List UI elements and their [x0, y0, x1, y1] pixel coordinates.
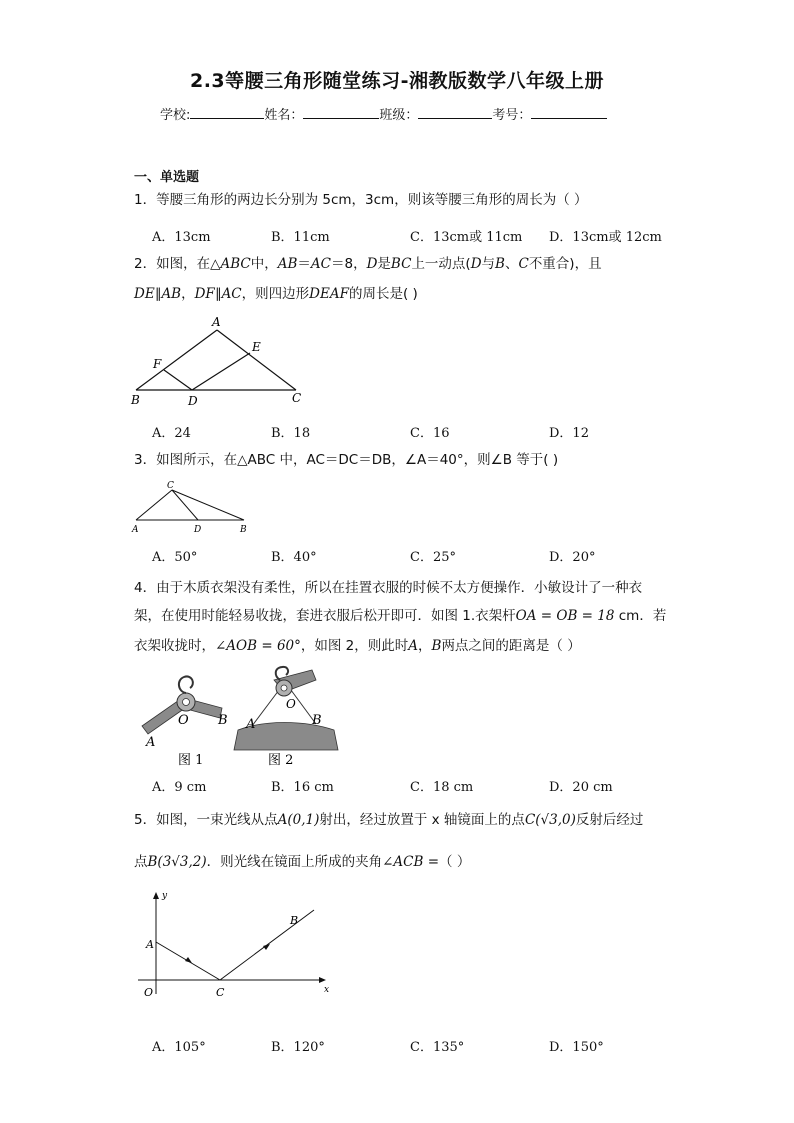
q3-label-b: B [240, 525, 247, 535]
q2-option-d[interactable]: D．12 [549, 426, 589, 441]
q4-fig2-label-a: A [246, 717, 256, 732]
q2-label-e: E [252, 340, 261, 354]
q1-option-c[interactable]: C．13cm或 11cm [410, 230, 523, 245]
q4-figures [134, 664, 349, 770]
q5-label-x: x [324, 985, 330, 995]
q4-fig2-caption: 图 2 [268, 753, 294, 768]
q5-option-d[interactable]: D．150° [549, 1040, 604, 1055]
q2-label-a: A [212, 315, 221, 329]
q5-option-a[interactable]: A．105° [152, 1040, 206, 1055]
q2-stem-line2: DE∥AB，DF∥AC，则四边形DEAF的周长是( ) [134, 286, 418, 302]
q5-label-c: C [216, 986, 225, 998]
q3-figure [128, 478, 258, 536]
q4-stem-line3: 衣架收拢时，∠AOB = 60°，如图 2，则此时A，B两点之间的距离是（ ） [134, 638, 581, 654]
school-label: 学校: [160, 108, 191, 123]
q2-option-a[interactable]: A．24 [152, 426, 191, 441]
q5-label-y: y [162, 891, 168, 901]
exam-no-label: 考号： [492, 108, 532, 123]
q5-option-c[interactable]: C．135° [410, 1040, 465, 1055]
q2-stem-line1: 2．如图，在△ABC中，AB＝AC＝8，D是BC上一动点(D与B、C不重合)，且 [134, 256, 602, 272]
page-title: 2.3等腰三角形随堂练习-湘教版数学八年级上册 [189, 70, 605, 92]
ray-arrow-icon [185, 957, 192, 963]
q2-label-b: B [131, 393, 140, 407]
q2-option-c[interactable]: C．16 [410, 426, 450, 441]
q2-option-b[interactable]: B．18 [271, 426, 311, 441]
q2-label-c: C [292, 391, 302, 405]
q5-figure [136, 886, 346, 998]
q4-fig1-label-o: O [178, 713, 189, 728]
q4-option-c[interactable]: C．18 cm [410, 780, 474, 795]
q4-option-b[interactable]: B．16 cm [271, 780, 334, 795]
q2-label-f: F [153, 357, 162, 371]
q5-label-b: B [290, 914, 299, 927]
q5-option-b[interactable]: B．120° [271, 1040, 325, 1055]
q4-fig1-caption: 图 1 [178, 753, 204, 768]
x-axis-arrow-icon [319, 977, 326, 983]
q3-label-d: D [194, 525, 202, 535]
q4-fig1-label-a: A [146, 735, 156, 750]
q5-label-o: O [144, 986, 154, 998]
q4-stem-line2: 架，在使用时能轻易收拢，套进衣服后松开即可．如图 1.衣架杆OA = OB = 18 cm．若 [134, 608, 667, 624]
exam-no-blank[interactable] [531, 106, 607, 119]
q3-stem: 3．如图所示，在△ABC 中，AC＝DC＝DB，∠A＝40°，则∠B 等于( ) [134, 452, 559, 468]
q4-option-a[interactable]: A．9 cm [152, 780, 207, 795]
q2-figure [128, 314, 318, 410]
q4-option-d[interactable]: D．20 cm [549, 780, 613, 795]
name-label: 姓名： [264, 108, 304, 123]
q1-option-b[interactable]: B．11cm [271, 230, 330, 245]
q3-option-b[interactable]: B．40° [271, 550, 317, 565]
section-heading: 一、单选题 [134, 170, 200, 185]
q4-fig1-label-b: B [218, 713, 228, 728]
class-label: 班级： [379, 108, 419, 123]
q5-stem-line1: 5．如图，一束光线从点A(0,1)射出，经过放置于 x 轴镜面上的点C(√3,0)反射后经过 [134, 812, 644, 828]
q2-label-d: D [188, 394, 198, 408]
q4-fig2-label-b: B [312, 713, 322, 728]
q4-fig2-label-o: O [286, 697, 296, 711]
q3-option-c[interactable]: C．25° [410, 550, 456, 565]
q5-stem-line2: 点B(3√3,2)．则光线在镜面上所成的夹角∠ACB =（ ） [134, 854, 471, 870]
school-blank[interactable] [190, 106, 264, 119]
q1-option-a[interactable]: A．13cm [152, 230, 211, 245]
q3-label-c: C [167, 481, 174, 491]
q1-stem: 1．等腰三角形的两边长分别为 5cm，3cm，则该等腰三角形的周长为（ ） [134, 192, 588, 208]
q3-label-a: A [132, 525, 139, 535]
q3-option-d[interactable]: D．20° [549, 550, 596, 565]
y-axis-arrow-icon [153, 892, 159, 899]
q5-label-a: A [146, 938, 154, 951]
student-info-row [160, 104, 607, 123]
q4-stem-line1: 4．由于木质衣架没有柔性，所以在挂置衣服的时候不太方便操作．小敏设计了一种衣 [134, 580, 643, 596]
q3-option-a[interactable]: A．50° [152, 550, 198, 565]
q1-option-d[interactable]: D．13cm或 12cm [549, 230, 662, 245]
class-blank[interactable] [418, 106, 492, 119]
name-blank[interactable] [303, 106, 379, 119]
